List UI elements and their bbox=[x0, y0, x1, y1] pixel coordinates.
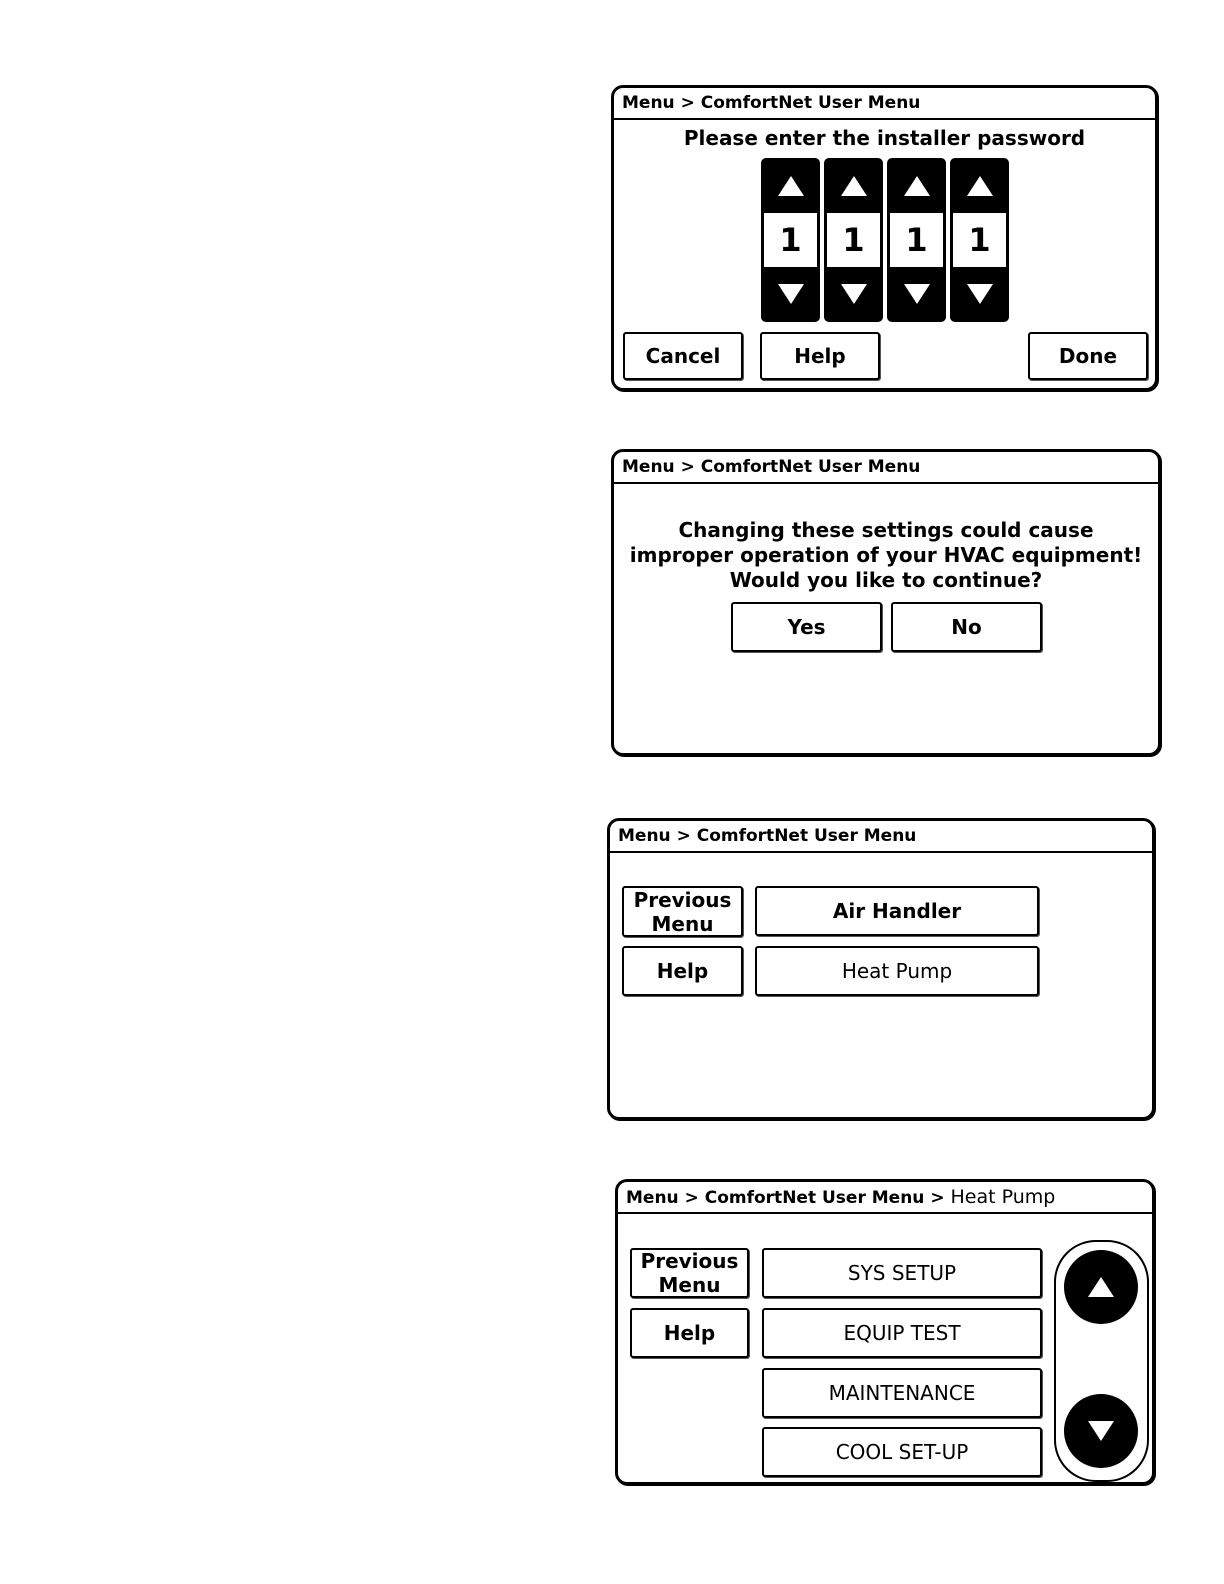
breadcrumb: Menu > ComfortNet User Menu bbox=[614, 452, 1158, 484]
digit-value: 1 bbox=[764, 213, 817, 267]
maintenance-button[interactable]: MAINTENANCE bbox=[762, 1368, 1042, 1418]
previous-menu-button[interactable]: Previous Menu bbox=[630, 1248, 749, 1298]
digit-spinner-4 bbox=[950, 158, 1009, 322]
user-menu-screen bbox=[607, 818, 1155, 1120]
no-button[interactable]: No bbox=[891, 602, 1042, 652]
yes-button[interactable]: Yes bbox=[731, 602, 882, 652]
heat-pump-screen bbox=[615, 1179, 1155, 1485]
scroll-up-icon[interactable] bbox=[1064, 1250, 1138, 1324]
password-prompt: Please enter the installer password bbox=[683, 126, 1086, 150]
breadcrumb bbox=[618, 1182, 1152, 1214]
down-arrow-icon[interactable] bbox=[953, 269, 1006, 319]
help-button[interactable]: Help bbox=[622, 946, 743, 996]
up-arrow-icon[interactable] bbox=[764, 161, 817, 211]
up-arrow-icon[interactable] bbox=[827, 161, 880, 211]
equip-test-button[interactable]: EQUIP TEST bbox=[762, 1308, 1042, 1358]
down-arrow-icon[interactable] bbox=[764, 269, 817, 319]
down-arrow-icon[interactable] bbox=[827, 269, 880, 319]
sys-setup-button[interactable]: SYS SETUP bbox=[762, 1248, 1042, 1298]
air-handler-button[interactable]: Air Handler bbox=[755, 886, 1039, 936]
done-button[interactable]: Done bbox=[1028, 332, 1148, 380]
cool-setup-button[interactable]: COOL SET-UP bbox=[762, 1427, 1042, 1477]
up-arrow-icon[interactable] bbox=[890, 161, 943, 211]
digit-spinner-3 bbox=[887, 158, 946, 322]
digit-value: 1 bbox=[827, 213, 880, 267]
breadcrumb: Menu > ComfortNet User Menu bbox=[610, 821, 1152, 853]
heat-pump-button[interactable]: Heat Pump bbox=[755, 946, 1039, 996]
digit-value: 1 bbox=[953, 213, 1006, 267]
warning-screen bbox=[611, 449, 1161, 756]
breadcrumb: Menu > ComfortNet User Menu bbox=[614, 88, 1155, 120]
password-screen bbox=[611, 85, 1158, 391]
breadcrumb-current: Heat Pump bbox=[950, 1186, 1056, 1208]
previous-menu-button[interactable]: Previous Menu bbox=[622, 886, 743, 937]
help-button[interactable]: Help bbox=[630, 1308, 749, 1358]
scroll-down-icon[interactable] bbox=[1064, 1394, 1138, 1468]
up-arrow-icon[interactable] bbox=[953, 161, 1006, 211]
digit-spinner-1 bbox=[761, 158, 820, 322]
down-arrow-icon[interactable] bbox=[890, 269, 943, 319]
warning-message: Changing these settings could cause improper operation of your HVAC equipment! Would you like to continue? bbox=[629, 518, 1143, 592]
breadcrumb-path: Menu > ComfortNet User Menu > bbox=[626, 1188, 951, 1208]
digit-value: 1 bbox=[890, 213, 943, 267]
digit-spinner-2 bbox=[824, 158, 883, 322]
cancel-button[interactable]: Cancel bbox=[623, 332, 743, 380]
help-button[interactable]: Help bbox=[760, 332, 880, 380]
